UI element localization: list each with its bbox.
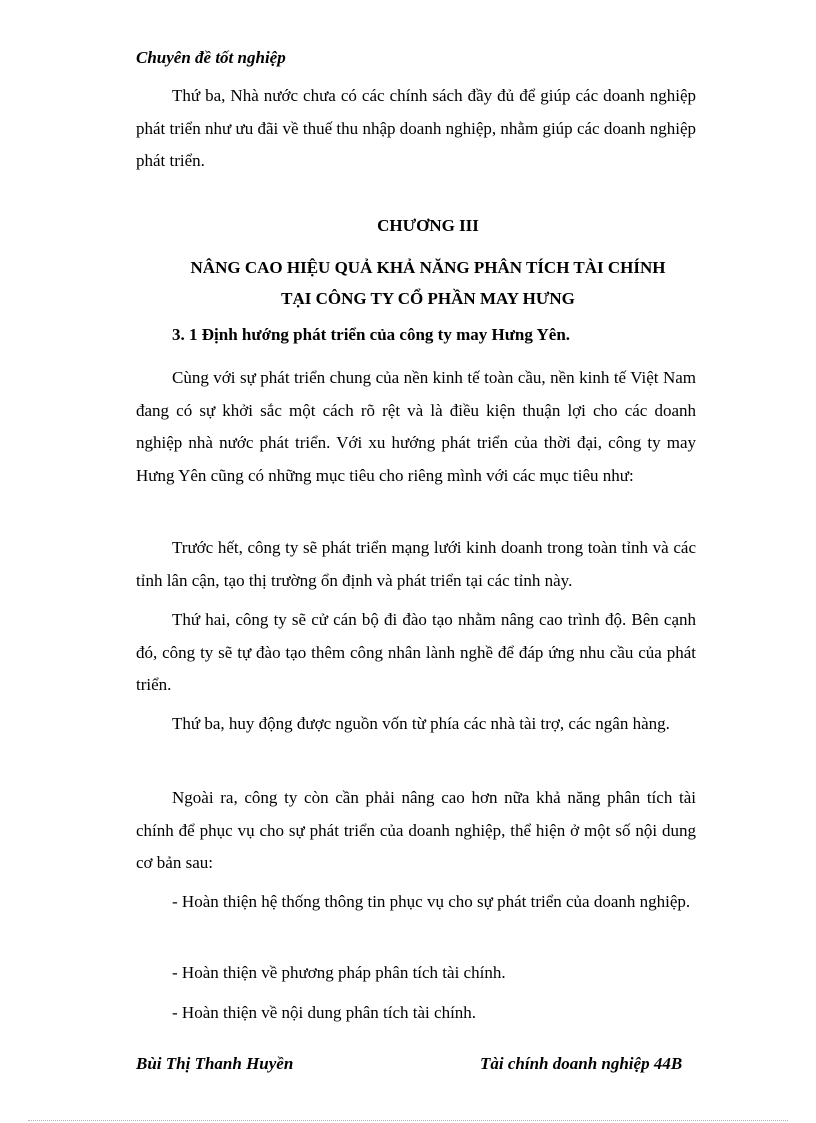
footer-author: Bùi Thị Thanh Huyền — [136, 1054, 294, 1073]
body-paragraph: Trước hết, công ty sẽ phát triển mạng lưới kinh doanh trong toàn tỉnh và các tỉnh lân cận, tạo thị trường ổn định và phát triển tại các tỉnh này. — [136, 538, 696, 590]
body-paragraph: Cùng với sự phát triển chung của nền kinh tế toàn cầu, nền kinh tế Việt Nam đang có sự khởi sắc một cách rõ rệt và là điều kiện thuận lợi cho các doanh nghiệp nhà nước phát triển. Với xu hướng phát triển của thời đại, công ty may Hưng Yên cũng có những mục tiêu cho riêng mình với các mục tiêu như: — [136, 368, 696, 485]
footer-class: Tài chính doanh nghiệp 44B — [480, 1054, 683, 1073]
document-header: Chuyên đề tốt nghiệp — [136, 48, 286, 67]
chapter-title-line1: NÂNG CAO HIỆU QUẢ KHẢ NĂNG PHÂN TÍCH TÀI CHÍNH — [190, 258, 666, 277]
chapter-number: CHƯƠNG III — [377, 216, 479, 235]
bullet-item: - Hoàn thiện về phương pháp phân tích tài chính. — [172, 963, 506, 982]
page-bottom-divider — [28, 1120, 788, 1121]
body-paragraph: Thứ ba, huy động được nguồn vốn từ phía các nhà tài trợ, các ngân hàng. — [172, 714, 670, 733]
bullet-item: - Hoàn thiện hệ thống thông tin phục vụ cho sự phát triển của doanh nghiệp. — [172, 892, 691, 911]
intro-paragraph: Thứ ba, Nhà nước chưa có các chính sách đầy đủ để giúp các doanh nghiệp phát triển như ưu đãi về thuế thu nhập doanh nghiệp, nhằm giúp các doanh nghiệp phát triển. — [136, 86, 696, 170]
section-heading: 3. 1 Định hướng phát triển của công ty may Hưng Yên. — [172, 325, 571, 344]
body-paragraph: Thứ hai, công ty sẽ cử cán bộ đi đào tạo nhằm nâng cao trình độ. Bên cạnh đó, công ty sẽ tự đào tạo thêm công nhân lành nghề để đáp ứng nhu cầu của phát triển. — [136, 610, 696, 694]
chapter-title-line2: TẠI CÔNG TY CỔ PHẦN MAY HƯNG — [281, 289, 575, 308]
body-paragraph: Ngoài ra, công ty còn cần phải nâng cao hơn nữa khả năng phân tích tài chính để phục vụ cho sự phát triển của doanh nghiệp, thể hiện ở một số nội dung cơ bản sau: — [136, 788, 696, 872]
bullet-item: - Hoàn thiện về nội dung phân tích tài chính. — [172, 1003, 477, 1022]
